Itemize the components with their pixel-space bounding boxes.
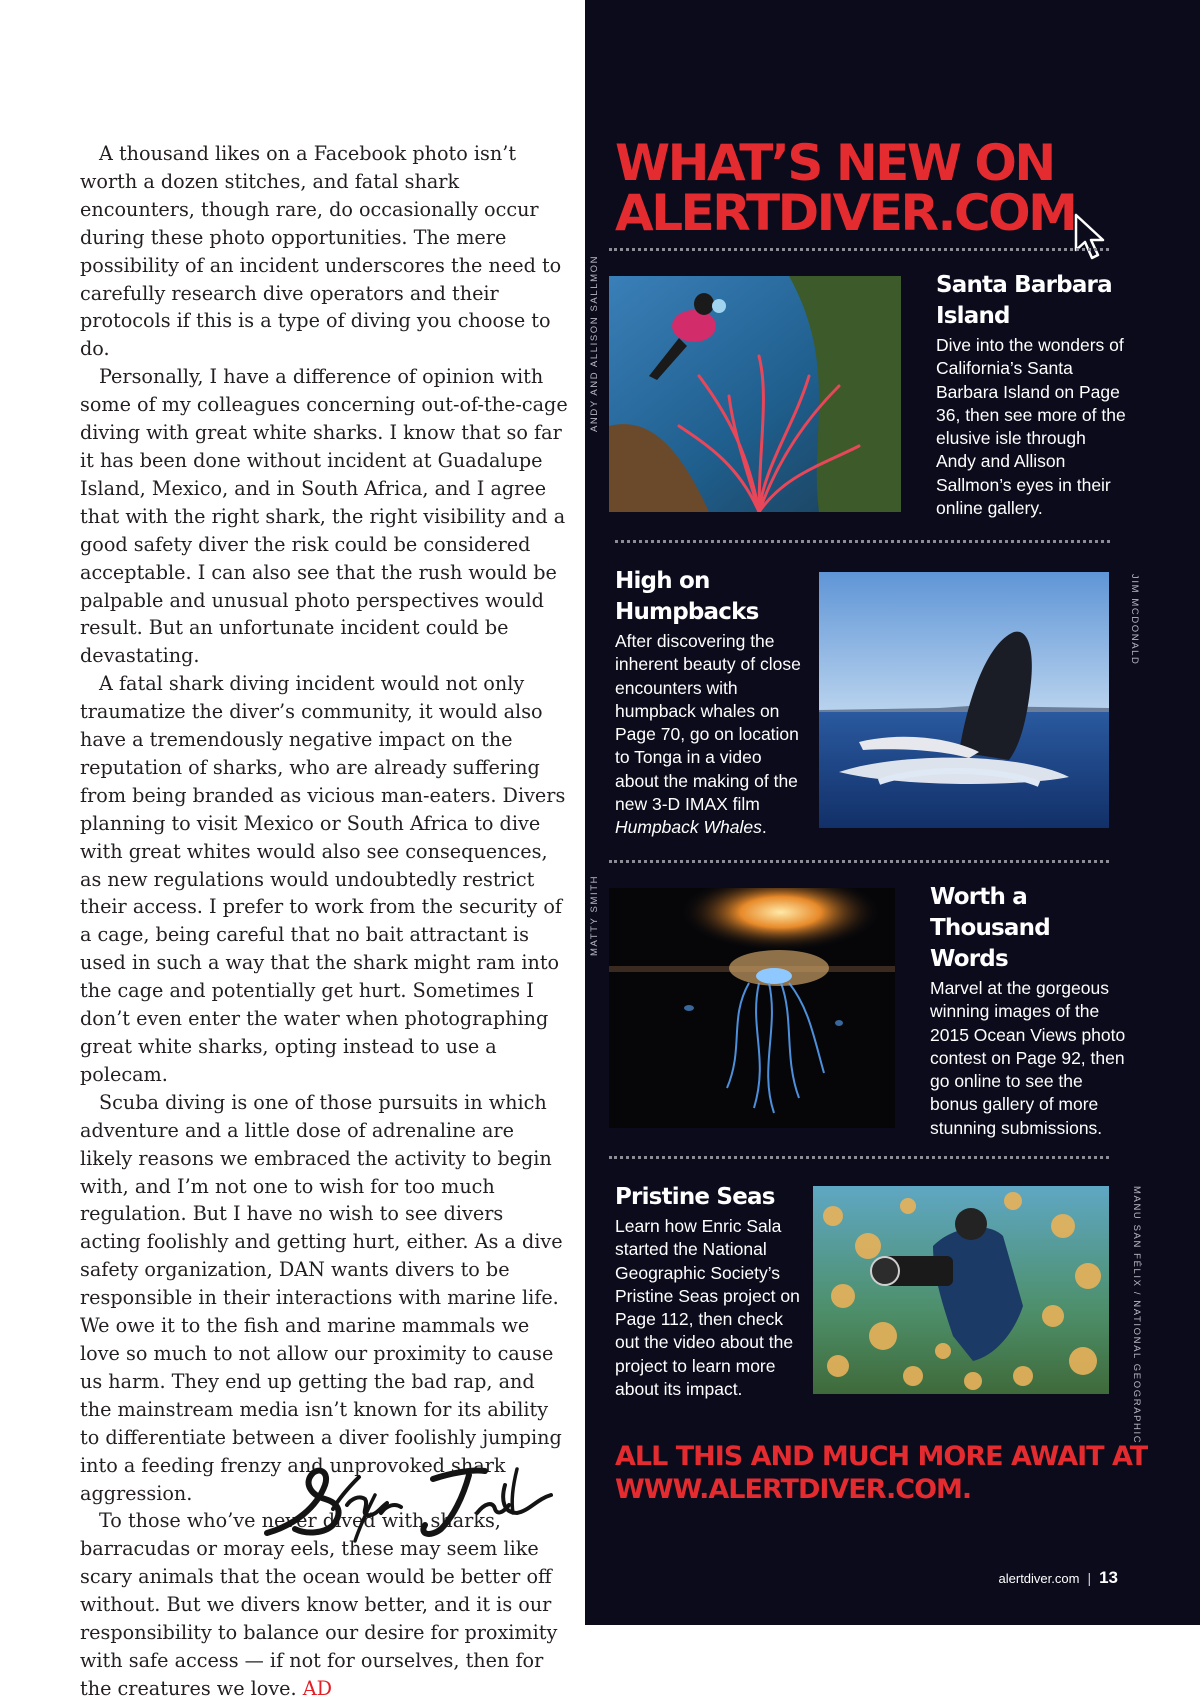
dotted-divider [609, 860, 1109, 863]
section-title [936, 270, 1126, 332]
photo-diver-jellyfish-lake [813, 1186, 1109, 1394]
article-paragraph: Personally, I have a difference of opinion with some of my colleagues concerning out-of-the-cage diving with great white sharks. I know that so far it has been done without incident at Guadalupe Island, Mexico, and in South Africa, and I agree that with the right shark, the right visibility and a good safety diver the risk could be considered acceptable. I can also see that the rush would be palpable and unusual photo perspectives would result. But an unfortunate incident could be devastating. [80, 365, 568, 668]
cta-line: WWW.ALERTDIVER.COM. [615, 1474, 972, 1505]
section-title: Pristine Seas [615, 1184, 775, 1210]
photo-diver-sea-fan [609, 276, 901, 512]
section-title-line: Humpbacks [615, 599, 759, 625]
mouse-pointer-icon [1073, 212, 1107, 262]
section-humpbacks [615, 566, 805, 840]
handwritten-signature-icon [255, 1455, 560, 1545]
cta-line: ALL THIS AND MUCH MORE AWAIT AT [615, 1441, 1148, 1472]
article-paragraph: A thousand likes on a Facebook photo isn’t worth a dozen stitches, and fatal shark encounters, though rare, do occasionally occur during these photo opportunities. The mere possibility of an incident underscores the need to carefully research dive operators and their protocols if this is a type of diving you choose to do. [80, 142, 562, 361]
section-title-line: Worth a [930, 884, 1027, 910]
section-pristine-seas [615, 1182, 805, 1401]
article-paragraph: A fatal shark diving incident would not only traumatize the diver’s community, it would also have a tremendously negative impact on the reputation of sharks, who are already suffering from being branded as vicious man-eaters. Divers planning to visit Mexico or South Africa to dive with great whites would also see consequences, as new regulations would undoubtedly restrict their access. I prefer to work from the security of a cage, being careful that no bait attractant is used in such a way that the shark might ram into the cage and potentially get hurt. Sometimes I don’t even enter the water when photographing great white sharks, opting instead to use a polecam. [80, 672, 566, 1086]
photo-breaching-whale [819, 572, 1109, 828]
section-body: Learn how Enric Sala started the National Geographic Society’s Pristine Seas project on Page 112, then check out the video about the project to learn more about its impact. [615, 1216, 800, 1400]
panel-call-to-action [615, 1440, 1175, 1506]
photo-credit: JIM MCDONALD [1129, 574, 1140, 666]
section-title-line: Island [936, 303, 1010, 329]
photo-credit: MANU SAN FÉLIX / NATIONAL GEOGRAPHIC [1131, 1186, 1142, 1445]
end-mark: AD [302, 1676, 332, 1700]
photo-sunset-jellyfish [609, 888, 895, 1128]
photo-credit: ANDY AND ALLISON SALLMON [589, 254, 600, 432]
page-number: 13 [1099, 1568, 1118, 1587]
footer-separator: | [1087, 1570, 1092, 1586]
section-title [930, 882, 1130, 975]
headline-line: WHAT’S NEW ON [615, 134, 1054, 192]
panel-headline [615, 134, 1076, 242]
footer-site: alertdiver.com [998, 1571, 1080, 1586]
section-santa-barbara [936, 270, 1126, 520]
section-body: Dive into the wonders of California’s Santa Barbara Island on Page 36, then see more of the elusive isle through Andy and Allison Sallmon’s eyes in their online gallery. [936, 335, 1126, 519]
photo-credit: MATTY SMITH [589, 874, 600, 956]
article-column [0, 0, 585, 1700]
page-footer [999, 1568, 1118, 1588]
section-worth-a-thousand-words [930, 882, 1130, 1140]
headline-line: ALERTDIVER.COM [615, 184, 1076, 242]
dotted-divider [615, 540, 1110, 543]
promo-panel [585, 0, 1200, 1625]
article-paragraph: Scuba diving is one of those pursuits in which adventure and a little dose of adrenaline are likely reasons we embraced the activity to begin with, and I’m not one to wish for too much regulation. But I have no wish to see divers acting foolishly and getting hurt, either. As a dive safety organization, DAN wants divers to be responsible in their interactions with marine life. We owe it to the fish and marine mammals we love so much to not allow our proximity to cause us harm. They end up getting the bad rap, and the mainstream media isn’t known for its ability to differentiate between a diver foolishly jumping into a feeding frenzy and unprovoked shark aggression. [80, 1090, 563, 1505]
section-body: Marvel at the gorgeous winning images of the 2015 Ocean Views photo contest on Page 92, then go online to see the bonus gallery of more stunning submissions. [930, 978, 1126, 1138]
section-title-line: Santa Barbara [936, 272, 1112, 298]
dotted-divider [609, 1156, 1109, 1159]
section-body-end: . [761, 817, 767, 838]
section-title-line: Thousand Words [930, 915, 1050, 972]
section-body-text: After discovering the inherent beauty of close encounters with humpback whales on Page 70, go on location to Tonga in a video about the making of the new 3-D IMAX film [615, 631, 801, 815]
section-body [615, 630, 805, 840]
film-title: Humpback Whales [615, 817, 762, 838]
section-title [615, 566, 805, 628]
article-paragraph-text: To those who’ve never dived with sharks, barracudas or moray eels, these may seem like scary animals that the ocean would be better off without. But we divers know better, and it is our responsibility to balance our desire for proximity with safe access — if not for ourselves, then for the creatures we love. [80, 1509, 558, 1700]
dotted-divider [609, 248, 1109, 251]
section-title-line: High on [615, 568, 710, 594]
